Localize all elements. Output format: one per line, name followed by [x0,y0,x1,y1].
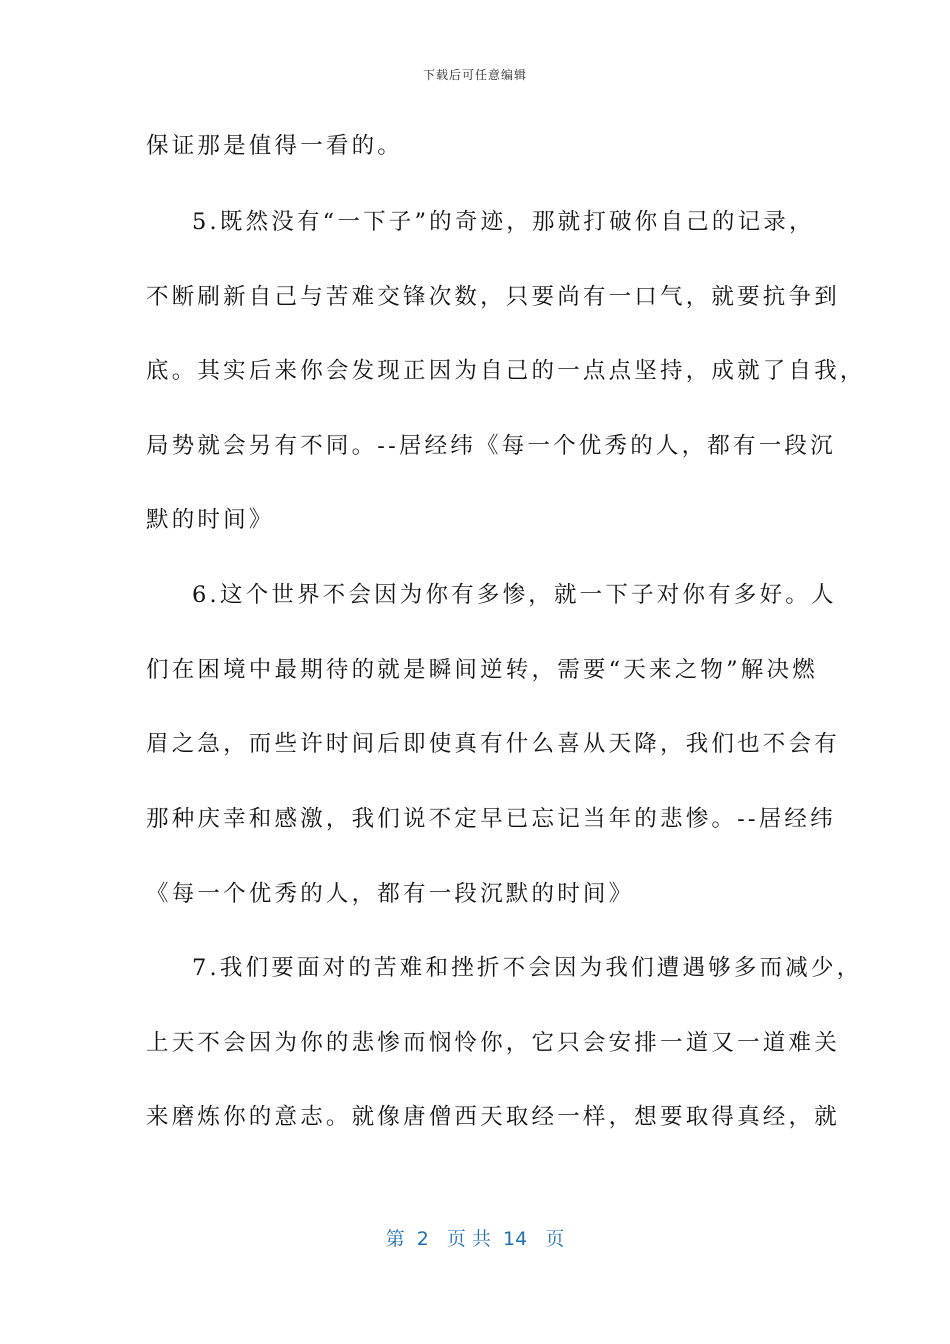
text-line: 《每一个优秀的人，都有一段沉默的时间》 [146,881,635,907]
header-note: 下载后可任意编辑 [422,68,527,82]
text-line: 们在困境中最期待的就是瞬间逆转，需要“天来之物”解决燃 [146,657,818,683]
text-line: 默的时间》 [146,507,275,533]
text-line: 7.我们要面对的苦难和挫折不会因为我们遭遇够多而减少， [192,955,863,981]
text-line: 上天不会因为你的悲惨而悯怜你，它只会安排一道又一道难关 [146,1030,840,1056]
text-line: 5.既然没有“一下子”的奇迹，那就打破你自己的记录， [192,209,815,235]
text-line: 那种庆幸和感激，我们说不定早已忘记当年的悲惨。--居经纬 [146,806,836,832]
text-line: 来磨炼你的意志。就像唐僧西天取经一样，想要取得真经，就 [146,1104,840,1130]
page-number: 第 2 页 共 14 页 [385,1228,565,1250]
text-line: 局势就会另有不同。--居经纬《每一个优秀的人，都有一段沉 [146,433,836,459]
text-line: 眉之急，而些许时间后即使真有什么喜从天降，我们也不会有 [146,731,840,757]
text-line: 不断刷新自己与苦难交锋次数，只要尚有一口气，就要抗争到 [146,284,840,310]
text-line: 保证那是值得一看的。 [146,133,404,159]
text-line: 6.这个世界不会因为你有多惨，就一下子对你有多好。人 [192,582,837,608]
text-line: 底。其实后来你会发现正因为自己的一点点坚持，成就了自我， [146,358,866,384]
